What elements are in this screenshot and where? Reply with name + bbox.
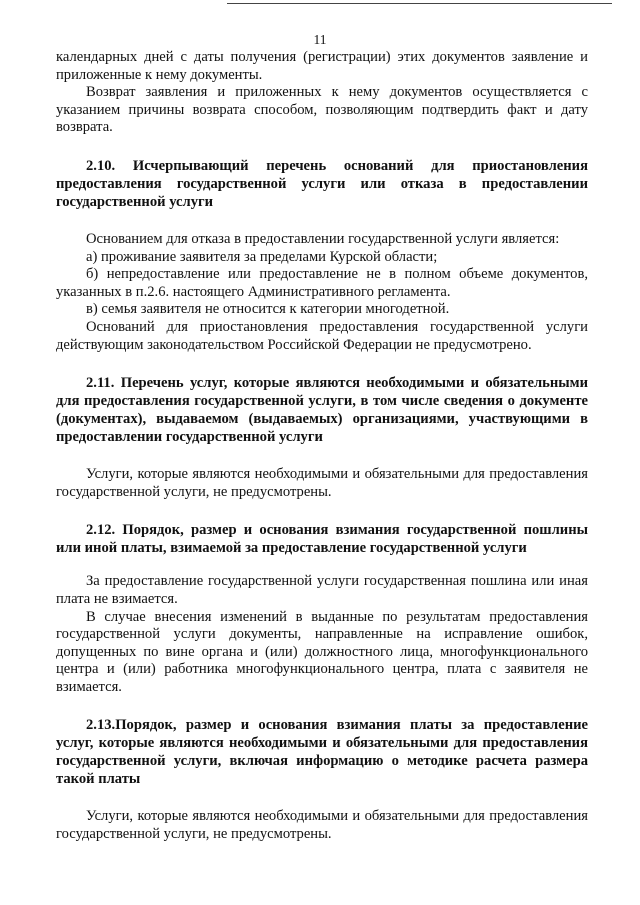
intro-paragraph-2: Возврат заявления и приложенных к нему документов осуществляется с указанием причины возврата способом, позволяющим подтвердить факт и дату возврата. bbox=[56, 84, 588, 136]
section-2-11-title: 2.11. Перечень услуг, которые являются необходимыми и обязательными для предоставления государственной услуги, в том числе сведения о документе (документах), выдаваемом (выдаваемых) организациями, участвующими в предоставлении государственной услуги bbox=[56, 375, 588, 446]
section-2-10-paragraph: Основанием для отказа в предоставлении государственной услуги является: bbox=[86, 230, 560, 247]
section-2-10-title: 2.10. Исчерпывающий перечень оснований для приостановления предоставления государственной услуги или отказа в предоставлении государственной услуги bbox=[56, 157, 588, 210]
section-2-13-title: 2.13.Порядок, размер и основания взимания платы за предоставление услуг, которые являются необходимыми и обязательными для предоставления государственной услуги, включая информацию о методике расчета размера такой платы bbox=[56, 717, 588, 788]
document-body bbox=[56, 49, 588, 844]
section-2-12-paragraph: За предоставление государственной услуги государственная пошлина или иная плата не взимается. bbox=[56, 573, 588, 607]
section-2-10-paragraph: в) семья заявителя не относится к категории многодетной. bbox=[86, 301, 450, 318]
section-2-11-paragraph: Услуги, которые являются необходимыми и обязательными для предоставления государственной услуги, не предусмотрены. bbox=[56, 466, 588, 500]
section-2-10-paragraph: а) проживание заявителя за пределами Курской области; bbox=[86, 248, 438, 265]
section-2-12-title: 2.12. Порядок, размер и основания взимания государственной пошлины или иной платы, взимаемой за предоставление государственной услуги bbox=[56, 522, 588, 557]
section-2-12-paragraph: В случае внесения изменений в выданные по результатам предоставления государственной услуги документы, направленные на исправление ошибок, допущенных по вине органа и (или) должностного лица, многофункционального центра и (или) работника многофункционального центра, плата с заявителя не взимается. bbox=[56, 608, 588, 695]
section-2-13-paragraph: Услуги, которые являются необходимыми и обязательными для предоставления государственной услуги, не предусмотрены. bbox=[56, 808, 588, 843]
header-rule bbox=[227, 3, 612, 4]
page-number: 11 bbox=[313, 32, 327, 47]
intro-paragraph-1: календарных дней с даты получения (регистрации) этих документов заявление и приложенные к нему документы. bbox=[56, 49, 588, 83]
section-2-10-paragraph: Оснований для приостановления предоставления государственной услуги действующим законодательством Российской Федерации не предусмотрено. bbox=[56, 318, 588, 353]
section-2-10-paragraph: б) непредоставление или предоставление не в полном объеме документов, указанных в п.2.6. настоящего Административного регламента. bbox=[56, 266, 588, 300]
